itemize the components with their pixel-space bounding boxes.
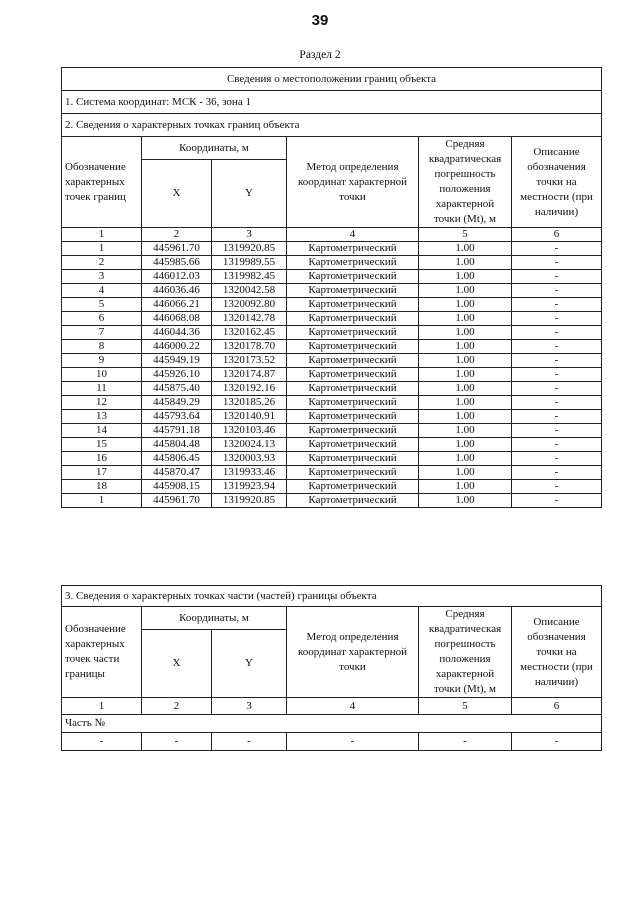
parts-header-y: Y	[212, 630, 287, 698]
point-error: 1.00	[419, 396, 512, 410]
point-y: 1320173.52	[212, 354, 287, 368]
parts-header-error: Средняя квадратическая погрешность положения характерной точки (Mt), м	[419, 607, 512, 698]
point-description: -	[512, 466, 602, 480]
point-method: Картометрический	[287, 270, 419, 284]
point-x: 445804.48	[142, 438, 212, 452]
point-number: 9	[62, 354, 142, 368]
point-error: 1.00	[419, 242, 512, 256]
point-number: 2	[62, 256, 142, 270]
point-method: Картометрический	[287, 396, 419, 410]
header-y: Y	[212, 160, 287, 228]
table-row	[62, 270, 602, 284]
point-y: 1319923.94	[212, 480, 287, 494]
header-point-designation: Обозначение характерных точек границ	[62, 137, 142, 228]
point-number: 3	[62, 270, 142, 284]
table-row	[62, 480, 602, 494]
point-error: 1.00	[419, 438, 512, 452]
point-y: 1320103.46	[212, 424, 287, 438]
point-method: Картометрический	[287, 340, 419, 354]
table-row	[62, 368, 602, 382]
point-y: 1320178.70	[212, 340, 287, 354]
column-number: 1	[62, 228, 142, 242]
point-error: 1.00	[419, 368, 512, 382]
header-error: Средняя квадратическая погрешность положения характерной точки (Mt), м	[419, 137, 512, 228]
column-number: 2	[142, 698, 212, 715]
column-number: 4	[287, 698, 419, 715]
point-method: Картометрический	[287, 242, 419, 256]
point-y: 1320174.87	[212, 368, 287, 382]
table-row	[62, 424, 602, 438]
point-description: -	[512, 298, 602, 312]
point-x: 446066.21	[142, 298, 212, 312]
point-number: 16	[62, 452, 142, 466]
part-cell: -	[212, 733, 287, 751]
point-description: -	[512, 284, 602, 298]
parts-header-coordinates: Координаты, м	[142, 607, 287, 630]
column-number: 2	[142, 228, 212, 242]
point-x: 446012.03	[142, 270, 212, 284]
point-method: Картометрический	[287, 452, 419, 466]
table-title: Сведения о местоположении границ объекта	[62, 68, 602, 91]
point-number: 8	[62, 340, 142, 354]
parts-column-number-row	[62, 698, 602, 715]
point-description: -	[512, 438, 602, 452]
point-description: -	[512, 424, 602, 438]
table-row	[62, 340, 602, 354]
column-number: 1	[62, 698, 142, 715]
parts-header-x: X	[142, 630, 212, 698]
column-number: 5	[419, 698, 512, 715]
point-description: -	[512, 382, 602, 396]
part-cell: -	[142, 733, 212, 751]
point-description: -	[512, 242, 602, 256]
point-error: 1.00	[419, 410, 512, 424]
coordinate-system: 1. Система координат: МСК - 36, зона 1	[62, 91, 602, 114]
point-x: 446000.22	[142, 340, 212, 354]
point-number: 1	[62, 242, 142, 256]
point-error: 1.00	[419, 284, 512, 298]
point-method: Картометрический	[287, 312, 419, 326]
table-row	[62, 382, 602, 396]
point-y: 1320024.13	[212, 438, 287, 452]
parts-header-point-designation: Обозначение характерных точек части границы	[62, 607, 142, 698]
parts-heading: 3. Сведения о характерных точках части (частей) границы объекта	[62, 586, 602, 607]
point-description: -	[512, 270, 602, 284]
part-label: Часть №	[62, 715, 602, 733]
point-method: Картометрический	[287, 466, 419, 480]
table-row	[62, 396, 602, 410]
point-x: 445875.40	[142, 382, 212, 396]
column-number: 3	[212, 228, 287, 242]
point-error: 1.00	[419, 256, 512, 270]
point-method: Картометрический	[287, 410, 419, 424]
point-y: 1319989.55	[212, 256, 287, 270]
part-row	[62, 733, 602, 751]
point-method: Картометрический	[287, 438, 419, 452]
point-description: -	[512, 452, 602, 466]
table-row	[62, 452, 602, 466]
point-y: 1320092.80	[212, 298, 287, 312]
point-number: 4	[62, 284, 142, 298]
point-number: 1	[62, 494, 142, 508]
point-method: Картометрический	[287, 480, 419, 494]
point-method: Картометрический	[287, 298, 419, 312]
point-description: -	[512, 354, 602, 368]
point-x: 445949.19	[142, 354, 212, 368]
point-error: 1.00	[419, 340, 512, 354]
point-description: -	[512, 480, 602, 494]
point-number: 15	[62, 438, 142, 452]
point-x: 446068.08	[142, 312, 212, 326]
point-number: 18	[62, 480, 142, 494]
point-y: 1320185.26	[212, 396, 287, 410]
point-y: 1320003.93	[212, 452, 287, 466]
point-number: 11	[62, 382, 142, 396]
parts-header-method: Метод определения координат характерной точки	[287, 607, 419, 698]
table-row	[62, 312, 602, 326]
table-row	[62, 284, 602, 298]
point-x: 446044.36	[142, 326, 212, 340]
point-number: 13	[62, 410, 142, 424]
boundary-points-table	[61, 67, 602, 508]
header-method: Метод определения координат характерной точки	[287, 137, 419, 228]
part-cell: -	[62, 733, 142, 751]
point-number: 17	[62, 466, 142, 480]
point-description: -	[512, 256, 602, 270]
point-description: -	[512, 410, 602, 424]
point-error: 1.00	[419, 312, 512, 326]
point-x: 446036.46	[142, 284, 212, 298]
column-number: 6	[512, 698, 602, 715]
point-x: 445908.15	[142, 480, 212, 494]
point-number: 14	[62, 424, 142, 438]
point-error: 1.00	[419, 452, 512, 466]
table-row	[62, 410, 602, 424]
point-method: Картометрический	[287, 326, 419, 340]
point-y: 1320162.45	[212, 326, 287, 340]
header-x: X	[142, 160, 212, 228]
part-cell: -	[287, 733, 419, 751]
table-row	[62, 494, 602, 508]
point-x: 445870.47	[142, 466, 212, 480]
point-description: -	[512, 326, 602, 340]
header-description: Описание обозначения точки на местности (при наличии)	[512, 137, 602, 228]
point-description: -	[512, 340, 602, 354]
point-error: 1.00	[419, 480, 512, 494]
part-cell: -	[419, 733, 512, 751]
point-number: 10	[62, 368, 142, 382]
point-method: Картометрический	[287, 424, 419, 438]
point-y: 1320042.58	[212, 284, 287, 298]
point-error: 1.00	[419, 354, 512, 368]
point-x: 445961.70	[142, 494, 212, 508]
point-y: 1319920.85	[212, 242, 287, 256]
point-method: Картометрический	[287, 256, 419, 270]
point-y: 1319933.46	[212, 466, 287, 480]
point-method: Картометрический	[287, 382, 419, 396]
point-method: Картометрический	[287, 284, 419, 298]
point-description: -	[512, 368, 602, 382]
point-y: 1320142.78	[212, 312, 287, 326]
point-number: 6	[62, 312, 142, 326]
point-y: 1320192.16	[212, 382, 287, 396]
point-x: 445791.18	[142, 424, 212, 438]
point-method: Картометрический	[287, 354, 419, 368]
point-error: 1.00	[419, 466, 512, 480]
point-x: 445806.45	[142, 452, 212, 466]
point-error: 1.00	[419, 326, 512, 340]
column-number: 3	[212, 698, 287, 715]
point-error: 1.00	[419, 382, 512, 396]
point-y: 1319982.45	[212, 270, 287, 284]
part-cell: -	[512, 733, 602, 751]
table-row	[62, 326, 602, 340]
point-x: 445961.70	[142, 242, 212, 256]
table-row	[62, 242, 602, 256]
point-error: 1.00	[419, 298, 512, 312]
column-number: 5	[419, 228, 512, 242]
point-x: 445849.29	[142, 396, 212, 410]
point-y: 1320140.91	[212, 410, 287, 424]
point-description: -	[512, 494, 602, 508]
point-description: -	[512, 312, 602, 326]
page-number: 39	[311, 12, 329, 29]
header-coordinates: Координаты, м	[142, 137, 287, 160]
point-y: 1319920.85	[212, 494, 287, 508]
point-number: 12	[62, 396, 142, 410]
table-row	[62, 256, 602, 270]
column-number-row	[62, 228, 602, 242]
point-description: -	[512, 396, 602, 410]
point-x: 445926.10	[142, 368, 212, 382]
point-x: 445793.64	[142, 410, 212, 424]
point-error: 1.00	[419, 494, 512, 508]
column-number: 6	[512, 228, 602, 242]
table-row	[62, 466, 602, 480]
point-error: 1.00	[419, 270, 512, 284]
table-row	[62, 438, 602, 452]
parts-header-description: Описание обозначения точки на местности (при наличии)	[512, 607, 602, 698]
column-number: 4	[287, 228, 419, 242]
point-method: Картометрический	[287, 494, 419, 508]
part-points-table	[61, 585, 602, 751]
point-number: 7	[62, 326, 142, 340]
point-number: 5	[62, 298, 142, 312]
point-x: 445985.66	[142, 256, 212, 270]
points-heading: 2. Сведения о характерных точках границ объекта	[62, 114, 602, 137]
point-error: 1.00	[419, 424, 512, 438]
table-row	[62, 354, 602, 368]
section-label: Раздел 2	[299, 49, 341, 61]
table-row	[62, 298, 602, 312]
point-method: Картометрический	[287, 368, 419, 382]
